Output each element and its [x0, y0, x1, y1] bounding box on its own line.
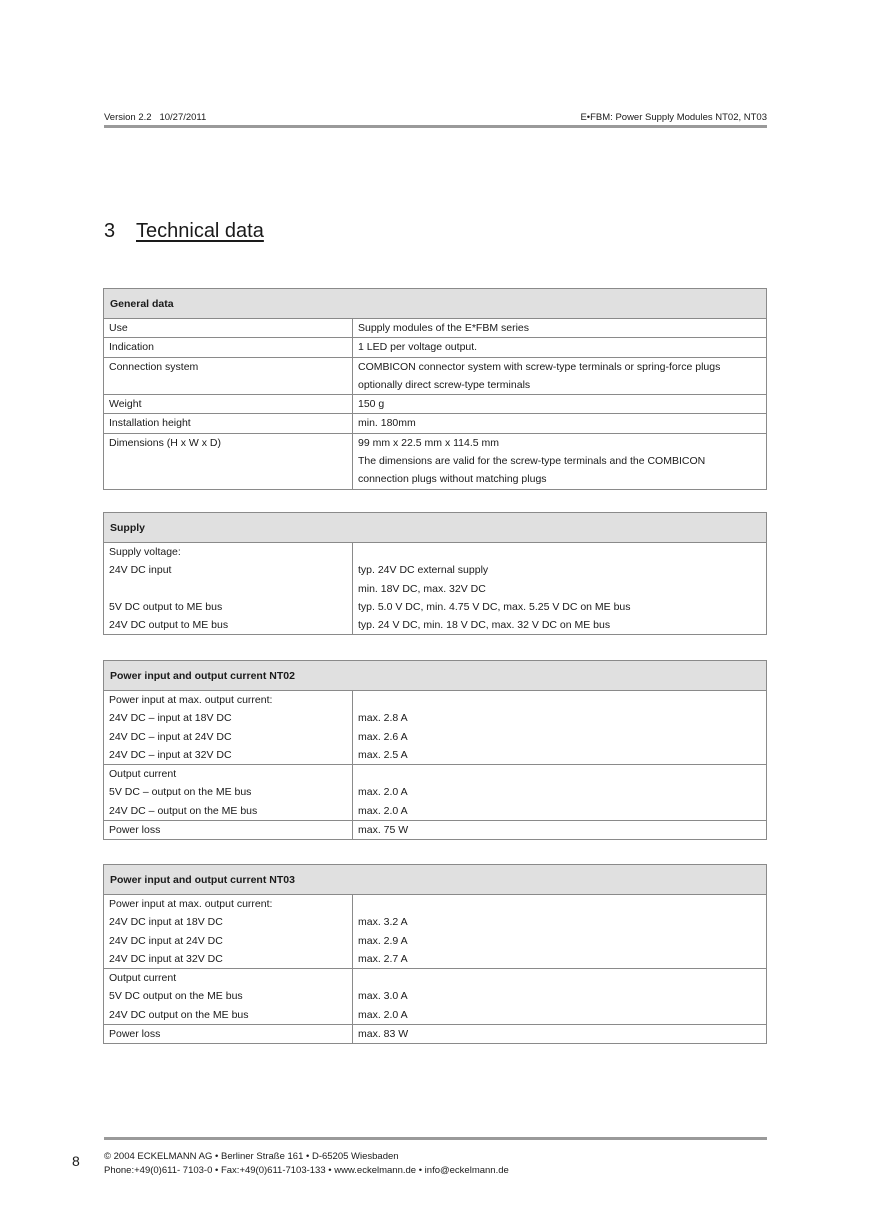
- label-line: 5V DC – output on the ME bus: [109, 786, 252, 799]
- value-line: min. 180mm: [358, 417, 416, 430]
- value-line: typ. 24V DC external supply: [358, 564, 489, 577]
- label-line: Output current: [109, 972, 177, 985]
- row-value: [353, 395, 767, 414]
- value-line: [358, 969, 761, 987]
- value-line: max. 2.5 A: [358, 748, 408, 761]
- table-row: [104, 433, 767, 489]
- table-row: [104, 1025, 767, 1044]
- table-row: [104, 414, 767, 433]
- row-label: [104, 338, 353, 357]
- label-line: [109, 376, 347, 394]
- page-header: [104, 112, 767, 123]
- table-row: [104, 543, 767, 635]
- table-row: [104, 895, 767, 969]
- row-value: [353, 357, 767, 395]
- row-label: [104, 691, 353, 765]
- row-label: [104, 543, 353, 635]
- value-line: max. 2.6 A: [358, 730, 408, 743]
- label-line: Power loss: [109, 1028, 161, 1041]
- row-value: [353, 821, 767, 840]
- row-value: [353, 969, 767, 1025]
- label-line: 24V DC – input at 24V DC: [109, 730, 232, 743]
- row-label: [104, 969, 353, 1025]
- label-line: 24V DC output to ME bus: [109, 619, 229, 632]
- label-line: Power input at max. output current:: [109, 694, 273, 706]
- document-title: E•FBM: Power Supply Modules NT02, NT03: [580, 112, 767, 123]
- value-line: The dimensions are valid for the screw-type terminals and the COMBICON: [358, 455, 706, 468]
- value-line: typ. 24 V DC, min. 18 V DC, max. 32 V DC on ME bus: [358, 619, 611, 632]
- label-line: [109, 452, 347, 470]
- table-row: [104, 395, 767, 414]
- value-line: Supply modules of the E*FBM series: [358, 322, 529, 334]
- table-title: Supply: [104, 513, 767, 543]
- label-line: Power loss: [109, 824, 161, 837]
- label-line: 24V DC – input at 32V DC: [109, 748, 232, 761]
- value-line: max. 3.2 A: [358, 916, 408, 929]
- label-line: 5V DC output on the ME bus: [109, 990, 243, 1003]
- value-line: max. 2.9 A: [358, 934, 408, 947]
- label-line: 24V DC – input at 18V DC: [109, 712, 232, 725]
- row-value: [353, 433, 767, 489]
- row-label: [104, 765, 353, 821]
- label-line: 24V DC output on the ME bus: [109, 1008, 249, 1021]
- row-label: [104, 395, 353, 414]
- row-value: [353, 895, 767, 969]
- row-value: [353, 765, 767, 821]
- label-line: Connection system: [109, 360, 199, 373]
- label-line: Supply voltage:: [109, 546, 181, 558]
- chapter-number: 3: [104, 220, 116, 242]
- value-line: max. 2.0 A: [358, 804, 408, 817]
- row-label: [104, 414, 353, 433]
- value-line: 99 mm x 22.5 mm x 114.5 mm: [358, 436, 500, 449]
- value-line: max. 2.0 A: [358, 1008, 408, 1021]
- value-line: max. 3.0 A: [358, 990, 408, 1003]
- table-row: [104, 969, 767, 1025]
- value-line: max. 2.0 A: [358, 786, 408, 799]
- value-line: 150 g: [358, 398, 385, 411]
- page-footer: [104, 1150, 509, 1178]
- row-label: [104, 433, 353, 489]
- row-label: [104, 357, 353, 395]
- label-line: 24V DC input at 24V DC: [109, 934, 223, 947]
- row-value: [353, 319, 767, 338]
- chapter-title: Technical data: [136, 220, 264, 242]
- label-line: 24V DC input: [109, 564, 172, 577]
- value-line: max. 83 W: [358, 1028, 409, 1041]
- row-label: [104, 821, 353, 840]
- value-line: max. 2.7 A: [358, 952, 408, 965]
- value-line: optionally direct screw-type terminals: [358, 378, 531, 391]
- label-line: [109, 470, 347, 488]
- table-row: [104, 338, 767, 357]
- table-row: [104, 319, 767, 338]
- supply-table: [103, 512, 767, 635]
- value-line: [358, 691, 761, 709]
- row-value: [353, 1025, 767, 1044]
- row-value: [353, 691, 767, 765]
- label-line: 5V DC output to ME bus: [109, 600, 223, 613]
- value-line: 1 LED per voltage output.: [358, 341, 478, 354]
- label-line: 24V DC input at 32V DC: [109, 952, 223, 965]
- table-title: Power input and output current NT03: [104, 865, 767, 895]
- label-line: 24V DC – output on the ME bus: [109, 804, 258, 817]
- label-line: Dimensions (H x W x D): [109, 436, 222, 449]
- table-row: [104, 765, 767, 821]
- footer-divider: [104, 1137, 767, 1140]
- label-line: Output current: [109, 768, 177, 781]
- value-line: typ. 5.0 V DC, min. 4.75 V DC, max. 5.25 V DC on ME bus: [358, 600, 631, 613]
- company-contact: Phone:+49(0)611- 7103-0 • Fax:+49(0)611-7103-133 • www.eckelmann.de • info@eckelmann.de: [104, 1165, 509, 1176]
- nt02-power-table: [103, 660, 767, 840]
- label-line: Power input at max. output current:: [109, 898, 273, 910]
- table-row: [104, 691, 767, 765]
- page-number: 8: [72, 1153, 80, 1169]
- row-value: [353, 338, 767, 357]
- row-value: [353, 543, 767, 635]
- label-line: Weight: [109, 398, 142, 411]
- chapter-heading: [104, 220, 264, 243]
- value-line: [358, 765, 761, 783]
- label-line: [109, 580, 347, 598]
- value-line: min. 18V DC, max. 32V DC: [358, 582, 486, 595]
- row-label: [104, 895, 353, 969]
- nt03-power-table: [103, 864, 767, 1044]
- label-line: Use: [109, 322, 128, 334]
- header-divider: [104, 125, 767, 128]
- row-value: [353, 414, 767, 433]
- table-title: Power input and output current NT02: [104, 661, 767, 691]
- table-row: [104, 821, 767, 840]
- table-title: General data: [104, 289, 767, 319]
- general-data-table: [103, 288, 767, 490]
- label-line: Indication: [109, 341, 154, 354]
- value-line: max. 75 W: [358, 824, 409, 837]
- company-address: © 2004 ECKELMANN AG • Berliner Straße 161 • D-65205 Wiesbaden: [104, 1151, 399, 1162]
- row-label: [104, 1025, 353, 1044]
- table-row: [104, 357, 767, 395]
- value-line: [358, 895, 761, 913]
- label-line: Installation height: [109, 417, 191, 430]
- row-label: [104, 319, 353, 338]
- version-date: Version 2.2 10/27/2011: [104, 112, 207, 123]
- value-line: [358, 543, 761, 561]
- label-line: 24V DC input at 18V DC: [109, 916, 223, 929]
- value-line: COMBICON connector system with screw-type terminals or spring-force plugs: [358, 360, 721, 373]
- value-line: connection plugs without matching plugs: [358, 473, 547, 486]
- value-line: max. 2.8 A: [358, 712, 408, 725]
